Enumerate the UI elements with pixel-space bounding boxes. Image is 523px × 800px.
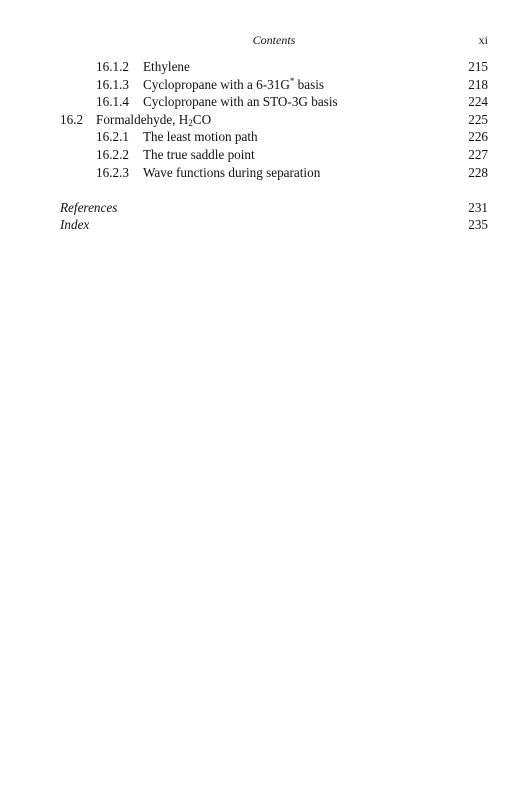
toc-chapter-title: References	[60, 199, 118, 215]
spacer	[60, 181, 488, 199]
toc-section-title: Formaldehyde, $H_2CO$	[96, 111, 212, 128]
toc-entry-page: 226	[468, 129, 488, 145]
toc-section-page: 225	[468, 111, 488, 127]
toc-section-number: 16.2	[60, 111, 84, 127]
subscript-two: 2	[188, 117, 193, 128]
running-header-title: Contents	[252, 33, 296, 47]
toc-entry-page: 218	[468, 76, 488, 92]
toc-entry-number: 16.2.3	[96, 164, 129, 180]
toc-entry-title: Ethylene	[143, 59, 190, 74]
toc-entry-title: Wave functions during separation	[143, 164, 321, 180]
toc-chapter-references	[60, 199, 488, 217]
toc-entry	[60, 58, 488, 76]
toc-entry	[60, 128, 488, 146]
toc-entry-number: 16.1.3	[96, 76, 129, 92]
toc-entry-page: 224	[468, 94, 488, 110]
toc-entry-title: The true saddle point	[143, 146, 255, 162]
superscript-star: *	[289, 75, 295, 86]
toc-entry-number: 16.1.2	[96, 59, 129, 74]
toc-entry-title: Cyclopropane with a 6-31G* basis	[143, 75, 325, 92]
toc-entry-number: 16.2.2	[96, 146, 129, 162]
toc-chapter-index	[60, 216, 488, 234]
toc-chapter-title: Index	[60, 217, 90, 233]
toc-entry	[60, 93, 488, 111]
running-header	[60, 33, 488, 49]
toc-entry	[60, 146, 488, 164]
toc-entry-number: 16.1.4	[96, 94, 129, 110]
toc-section	[60, 111, 488, 129]
toc-entry-page: 215	[468, 59, 488, 74]
toc-chapter-page: 235	[468, 217, 488, 233]
toc-entry-title: Cyclopropane with an STO-3G basis	[143, 94, 338, 110]
toc-entry-page: 228	[468, 164, 488, 180]
toc-entry	[60, 76, 488, 94]
toc-entry-page: 227	[468, 146, 488, 162]
page-number: xi	[478, 33, 488, 47]
toc-entry-title: The least motion path	[143, 129, 258, 145]
table-of-contents	[60, 58, 488, 234]
toc-entry-number: 16.2.1	[96, 129, 129, 145]
toc-entry	[60, 164, 488, 182]
toc-chapter-page: 231	[468, 199, 488, 215]
